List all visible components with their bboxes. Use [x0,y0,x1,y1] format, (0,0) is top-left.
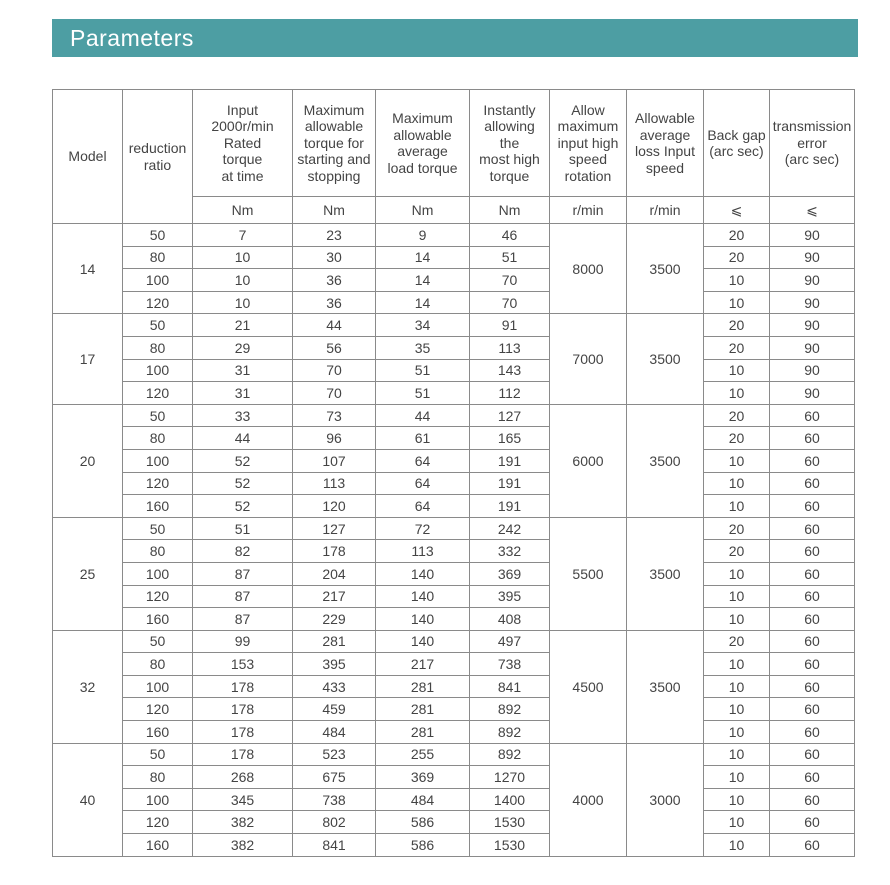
transmission-error-cell: 90 [770,246,855,269]
model-cell: 32 [53,630,123,743]
back-gap-cell: 10 [704,449,770,472]
table-row [53,472,855,495]
rated-torque-cell: 31 [193,359,293,382]
max-average-torque-cell: 34 [376,314,470,337]
max-start-torque-cell: 96 [293,427,376,450]
table-row [53,834,855,857]
instant-torque-cell: 91 [470,314,550,337]
table-row [53,427,855,450]
max-input-speed-cell: 5500 [550,517,627,630]
back-gap-cell: 10 [704,608,770,631]
max-start-torque-cell: 675 [293,766,376,789]
max-average-torque-cell: 586 [376,811,470,834]
instant-torque-cell: 113 [470,336,550,359]
max-start-torque-cell: 802 [293,811,376,834]
back-gap-cell: 10 [704,721,770,744]
transmission-error-cell: 60 [770,449,855,472]
back-gap-cell: 10 [704,675,770,698]
max-start-torque-cell: 120 [293,495,376,518]
rated-torque-cell: 382 [193,811,293,834]
table-row [53,540,855,563]
rated-torque-cell: 87 [193,585,293,608]
instant-torque-cell: 395 [470,585,550,608]
rated-torque-cell: 268 [193,766,293,789]
rated-torque-cell: 21 [193,314,293,337]
table-row [53,449,855,472]
max-average-torque-cell: 72 [376,517,470,540]
unit-cell: Nm [193,197,293,224]
back-gap-cell: 20 [704,224,770,247]
max-start-torque-cell: 30 [293,246,376,269]
transmission-error-cell: 60 [770,540,855,563]
max-start-torque-cell: 70 [293,359,376,382]
transmission-error-cell: 60 [770,788,855,811]
max-start-torque-cell: 484 [293,721,376,744]
table-row [53,314,855,337]
transmission-error-cell: 60 [770,562,855,585]
max-start-torque-cell: 70 [293,382,376,405]
back-gap-cell: 20 [704,540,770,563]
header-model: Model [53,90,123,224]
rated-torque-cell: 10 [193,246,293,269]
max-average-torque-cell: 9 [376,224,470,247]
average-input-speed-cell: 3500 [627,314,704,404]
instant-torque-cell: 112 [470,382,550,405]
ratio-cell: 80 [123,766,193,789]
max-input-speed-cell: 6000 [550,404,627,517]
rated-torque-cell: 51 [193,517,293,540]
rated-torque-cell: 29 [193,336,293,359]
instant-torque-cell: 191 [470,495,550,518]
max-average-torque-cell: 484 [376,788,470,811]
max-start-torque-cell: 56 [293,336,376,359]
max-start-torque-cell: 107 [293,449,376,472]
header-rated-torque: Input 2000r/min Rated torque at time [193,90,293,197]
transmission-error-cell: 60 [770,675,855,698]
instant-torque-cell: 1530 [470,834,550,857]
max-start-torque-cell: 36 [293,291,376,314]
instant-torque-cell: 1530 [470,811,550,834]
table-row [53,608,855,631]
back-gap-cell: 10 [704,291,770,314]
ratio-cell: 100 [123,359,193,382]
table-row [53,630,855,653]
ratio-cell: 80 [123,427,193,450]
header-ratio: reduction ratio [123,90,193,224]
unit-cell: Nm [376,197,470,224]
max-average-torque-cell: 586 [376,834,470,857]
ratio-cell: 160 [123,608,193,631]
transmission-error-cell: 90 [770,382,855,405]
back-gap-cell: 20 [704,427,770,450]
ratio-cell: 80 [123,540,193,563]
rated-torque-cell: 87 [193,562,293,585]
max-start-torque-cell: 204 [293,562,376,585]
back-gap-cell: 10 [704,834,770,857]
ratio-cell: 50 [123,314,193,337]
ratio-cell: 80 [123,336,193,359]
back-gap-cell: 10 [704,811,770,834]
ratio-cell: 50 [123,517,193,540]
instant-torque-cell: 841 [470,675,550,698]
table-row [53,788,855,811]
header-row [53,90,855,197]
instant-torque-cell: 70 [470,291,550,314]
transmission-error-cell: 60 [770,517,855,540]
table-row [53,382,855,405]
instant-torque-cell: 242 [470,517,550,540]
table-row [53,224,855,247]
instant-torque-cell: 892 [470,698,550,721]
header-max-input-speed: Allow maximum input high speed rotation [550,90,627,197]
table-row [53,653,855,676]
transmission-error-cell: 60 [770,404,855,427]
header-transmission-error: transmission error (arc sec) [770,90,855,197]
instant-torque-cell: 369 [470,562,550,585]
table-row [53,698,855,721]
ratio-cell: 50 [123,630,193,653]
transmission-error-cell: 60 [770,608,855,631]
transmission-error-cell: 90 [770,224,855,247]
ratio-cell: 120 [123,291,193,314]
max-average-torque-cell: 140 [376,630,470,653]
table-row [53,495,855,518]
max-input-speed-cell: 4000 [550,743,627,856]
instant-torque-cell: 51 [470,246,550,269]
max-average-torque-cell: 64 [376,449,470,472]
instant-torque-cell: 1270 [470,766,550,789]
back-gap-cell: 10 [704,698,770,721]
instant-torque-cell: 332 [470,540,550,563]
ratio-cell: 50 [123,224,193,247]
max-average-torque-cell: 140 [376,608,470,631]
max-start-torque-cell: 178 [293,540,376,563]
max-start-torque-cell: 523 [293,743,376,766]
max-average-torque-cell: 281 [376,675,470,698]
max-start-torque-cell: 36 [293,269,376,292]
average-input-speed-cell: 3500 [627,630,704,743]
max-average-torque-cell: 51 [376,359,470,382]
table-row [53,585,855,608]
rated-torque-cell: 10 [193,269,293,292]
instant-torque-cell: 408 [470,608,550,631]
ratio-cell: 100 [123,788,193,811]
header-average-input-speed: Allowable average loss Input speed [627,90,704,197]
transmission-error-cell: 60 [770,630,855,653]
transmission-error-cell: 60 [770,811,855,834]
rated-torque-cell: 178 [193,721,293,744]
rated-torque-cell: 345 [193,788,293,811]
transmission-error-cell: 60 [770,495,855,518]
back-gap-cell: 10 [704,766,770,789]
transmission-error-cell: 90 [770,359,855,382]
ratio-cell: 120 [123,472,193,495]
ratio-cell: 50 [123,743,193,766]
header-back-gap: Back gap (arc sec) [704,90,770,197]
max-start-torque-cell: 433 [293,675,376,698]
ratio-cell: 100 [123,449,193,472]
ratio-cell: 100 [123,675,193,698]
table-row [53,743,855,766]
table-row [53,766,855,789]
instant-torque-cell: 1400 [470,788,550,811]
instant-torque-cell: 70 [470,269,550,292]
rated-torque-cell: 178 [193,743,293,766]
max-average-torque-cell: 140 [376,562,470,585]
table-body [53,224,855,857]
rated-torque-cell: 99 [193,630,293,653]
max-average-torque-cell: 51 [376,382,470,405]
table-row [53,404,855,427]
transmission-error-cell: 60 [770,653,855,676]
ratio-cell: 120 [123,585,193,608]
rated-torque-cell: 44 [193,427,293,450]
max-start-torque-cell: 113 [293,472,376,495]
back-gap-cell: 10 [704,382,770,405]
max-start-torque-cell: 281 [293,630,376,653]
ratio-cell: 100 [123,269,193,292]
model-cell: 40 [53,743,123,856]
average-input-speed-cell: 3000 [627,743,704,856]
section-banner [52,19,858,57]
transmission-error-cell: 60 [770,585,855,608]
back-gap-cell: 10 [704,495,770,518]
rated-torque-cell: 31 [193,382,293,405]
transmission-error-cell: 60 [770,427,855,450]
max-start-torque-cell: 127 [293,517,376,540]
transmission-error-cell: 60 [770,698,855,721]
unit-cell: ⩽ [770,197,855,224]
transmission-error-cell: 60 [770,472,855,495]
max-input-speed-cell: 7000 [550,314,627,404]
ratio-cell: 120 [123,382,193,405]
max-average-torque-cell: 281 [376,698,470,721]
max-average-torque-cell: 140 [376,585,470,608]
max-start-torque-cell: 217 [293,585,376,608]
back-gap-cell: 20 [704,336,770,359]
section-title: Parameters [70,25,194,51]
table-row [53,562,855,585]
rated-torque-cell: 82 [193,540,293,563]
ratio-cell: 50 [123,404,193,427]
ratio-cell: 120 [123,698,193,721]
max-start-torque-cell: 459 [293,698,376,721]
back-gap-cell: 10 [704,562,770,585]
max-input-speed-cell: 4500 [550,630,627,743]
back-gap-cell: 20 [704,517,770,540]
ratio-cell: 160 [123,721,193,744]
unit-cell: r/min [627,197,704,224]
transmission-error-cell: 60 [770,834,855,857]
instant-torque-cell: 46 [470,224,550,247]
max-start-torque-cell: 23 [293,224,376,247]
rated-torque-cell: 33 [193,404,293,427]
table-row [53,675,855,698]
back-gap-cell: 10 [704,788,770,811]
table-row [53,517,855,540]
transmission-error-cell: 90 [770,336,855,359]
average-input-speed-cell: 3500 [627,404,704,517]
model-cell: 25 [53,517,123,630]
back-gap-cell: 20 [704,630,770,653]
unit-cell: Nm [293,197,376,224]
back-gap-cell: 20 [704,404,770,427]
max-average-torque-cell: 64 [376,472,470,495]
max-start-torque-cell: 44 [293,314,376,337]
ratio-cell: 120 [123,811,193,834]
instant-torque-cell: 738 [470,653,550,676]
average-input-speed-cell: 3500 [627,517,704,630]
back-gap-cell: 20 [704,314,770,337]
transmission-error-cell: 90 [770,269,855,292]
max-average-torque-cell: 255 [376,743,470,766]
average-input-speed-cell: 3500 [627,224,704,314]
rated-torque-cell: 52 [193,495,293,518]
max-average-torque-cell: 217 [376,653,470,676]
table-row [53,246,855,269]
instant-torque-cell: 497 [470,630,550,653]
unit-cell: r/min [550,197,627,224]
transmission-error-cell: 90 [770,314,855,337]
transmission-error-cell: 90 [770,291,855,314]
transmission-error-cell: 60 [770,721,855,744]
rated-torque-cell: 87 [193,608,293,631]
max-average-torque-cell: 369 [376,766,470,789]
max-average-torque-cell: 44 [376,404,470,427]
transmission-error-cell: 60 [770,766,855,789]
unit-cell: Nm [470,197,550,224]
unit-cell: ⩽ [704,197,770,224]
max-average-torque-cell: 14 [376,269,470,292]
table-row [53,269,855,292]
back-gap-cell: 10 [704,585,770,608]
back-gap-cell: 10 [704,269,770,292]
ratio-cell: 160 [123,834,193,857]
back-gap-cell: 10 [704,653,770,676]
max-start-torque-cell: 841 [293,834,376,857]
ratio-cell: 80 [123,246,193,269]
header-max-start-torque: Maximum allowable torque for starting and stopping [293,90,376,197]
rated-torque-cell: 178 [193,698,293,721]
model-cell: 20 [53,404,123,517]
back-gap-cell: 10 [704,472,770,495]
rated-torque-cell: 153 [193,653,293,676]
max-average-torque-cell: 281 [376,721,470,744]
model-cell: 17 [53,314,123,404]
instant-torque-cell: 165 [470,427,550,450]
rated-torque-cell: 10 [193,291,293,314]
instant-torque-cell: 892 [470,743,550,766]
ratio-cell: 100 [123,562,193,585]
transmission-error-cell: 60 [770,743,855,766]
max-average-torque-cell: 14 [376,291,470,314]
max-average-torque-cell: 14 [376,246,470,269]
back-gap-cell: 10 [704,359,770,382]
ratio-cell: 160 [123,495,193,518]
max-input-speed-cell: 8000 [550,224,627,314]
max-average-torque-cell: 64 [376,495,470,518]
max-average-torque-cell: 35 [376,336,470,359]
header-max-average-torque: Maximum allowable average load torque [376,90,470,197]
max-start-torque-cell: 738 [293,788,376,811]
header-instant-torque: Instantly allowing the most high torque [470,90,550,197]
rated-torque-cell: 178 [193,675,293,698]
max-average-torque-cell: 61 [376,427,470,450]
instant-torque-cell: 892 [470,721,550,744]
rated-torque-cell: 382 [193,834,293,857]
rated-torque-cell: 52 [193,449,293,472]
instant-torque-cell: 191 [470,449,550,472]
table-row [53,721,855,744]
table-row [53,359,855,382]
max-average-torque-cell: 113 [376,540,470,563]
table-row [53,291,855,314]
max-start-torque-cell: 395 [293,653,376,676]
table-row [53,336,855,359]
max-start-torque-cell: 229 [293,608,376,631]
ratio-cell: 80 [123,653,193,676]
max-start-torque-cell: 73 [293,404,376,427]
back-gap-cell: 20 [704,246,770,269]
model-cell: 14 [53,224,123,314]
instant-torque-cell: 143 [470,359,550,382]
instant-torque-cell: 127 [470,404,550,427]
rated-torque-cell: 52 [193,472,293,495]
table-row [53,811,855,834]
back-gap-cell: 10 [704,743,770,766]
instant-torque-cell: 191 [470,472,550,495]
parameters-table [52,89,855,857]
rated-torque-cell: 7 [193,224,293,247]
